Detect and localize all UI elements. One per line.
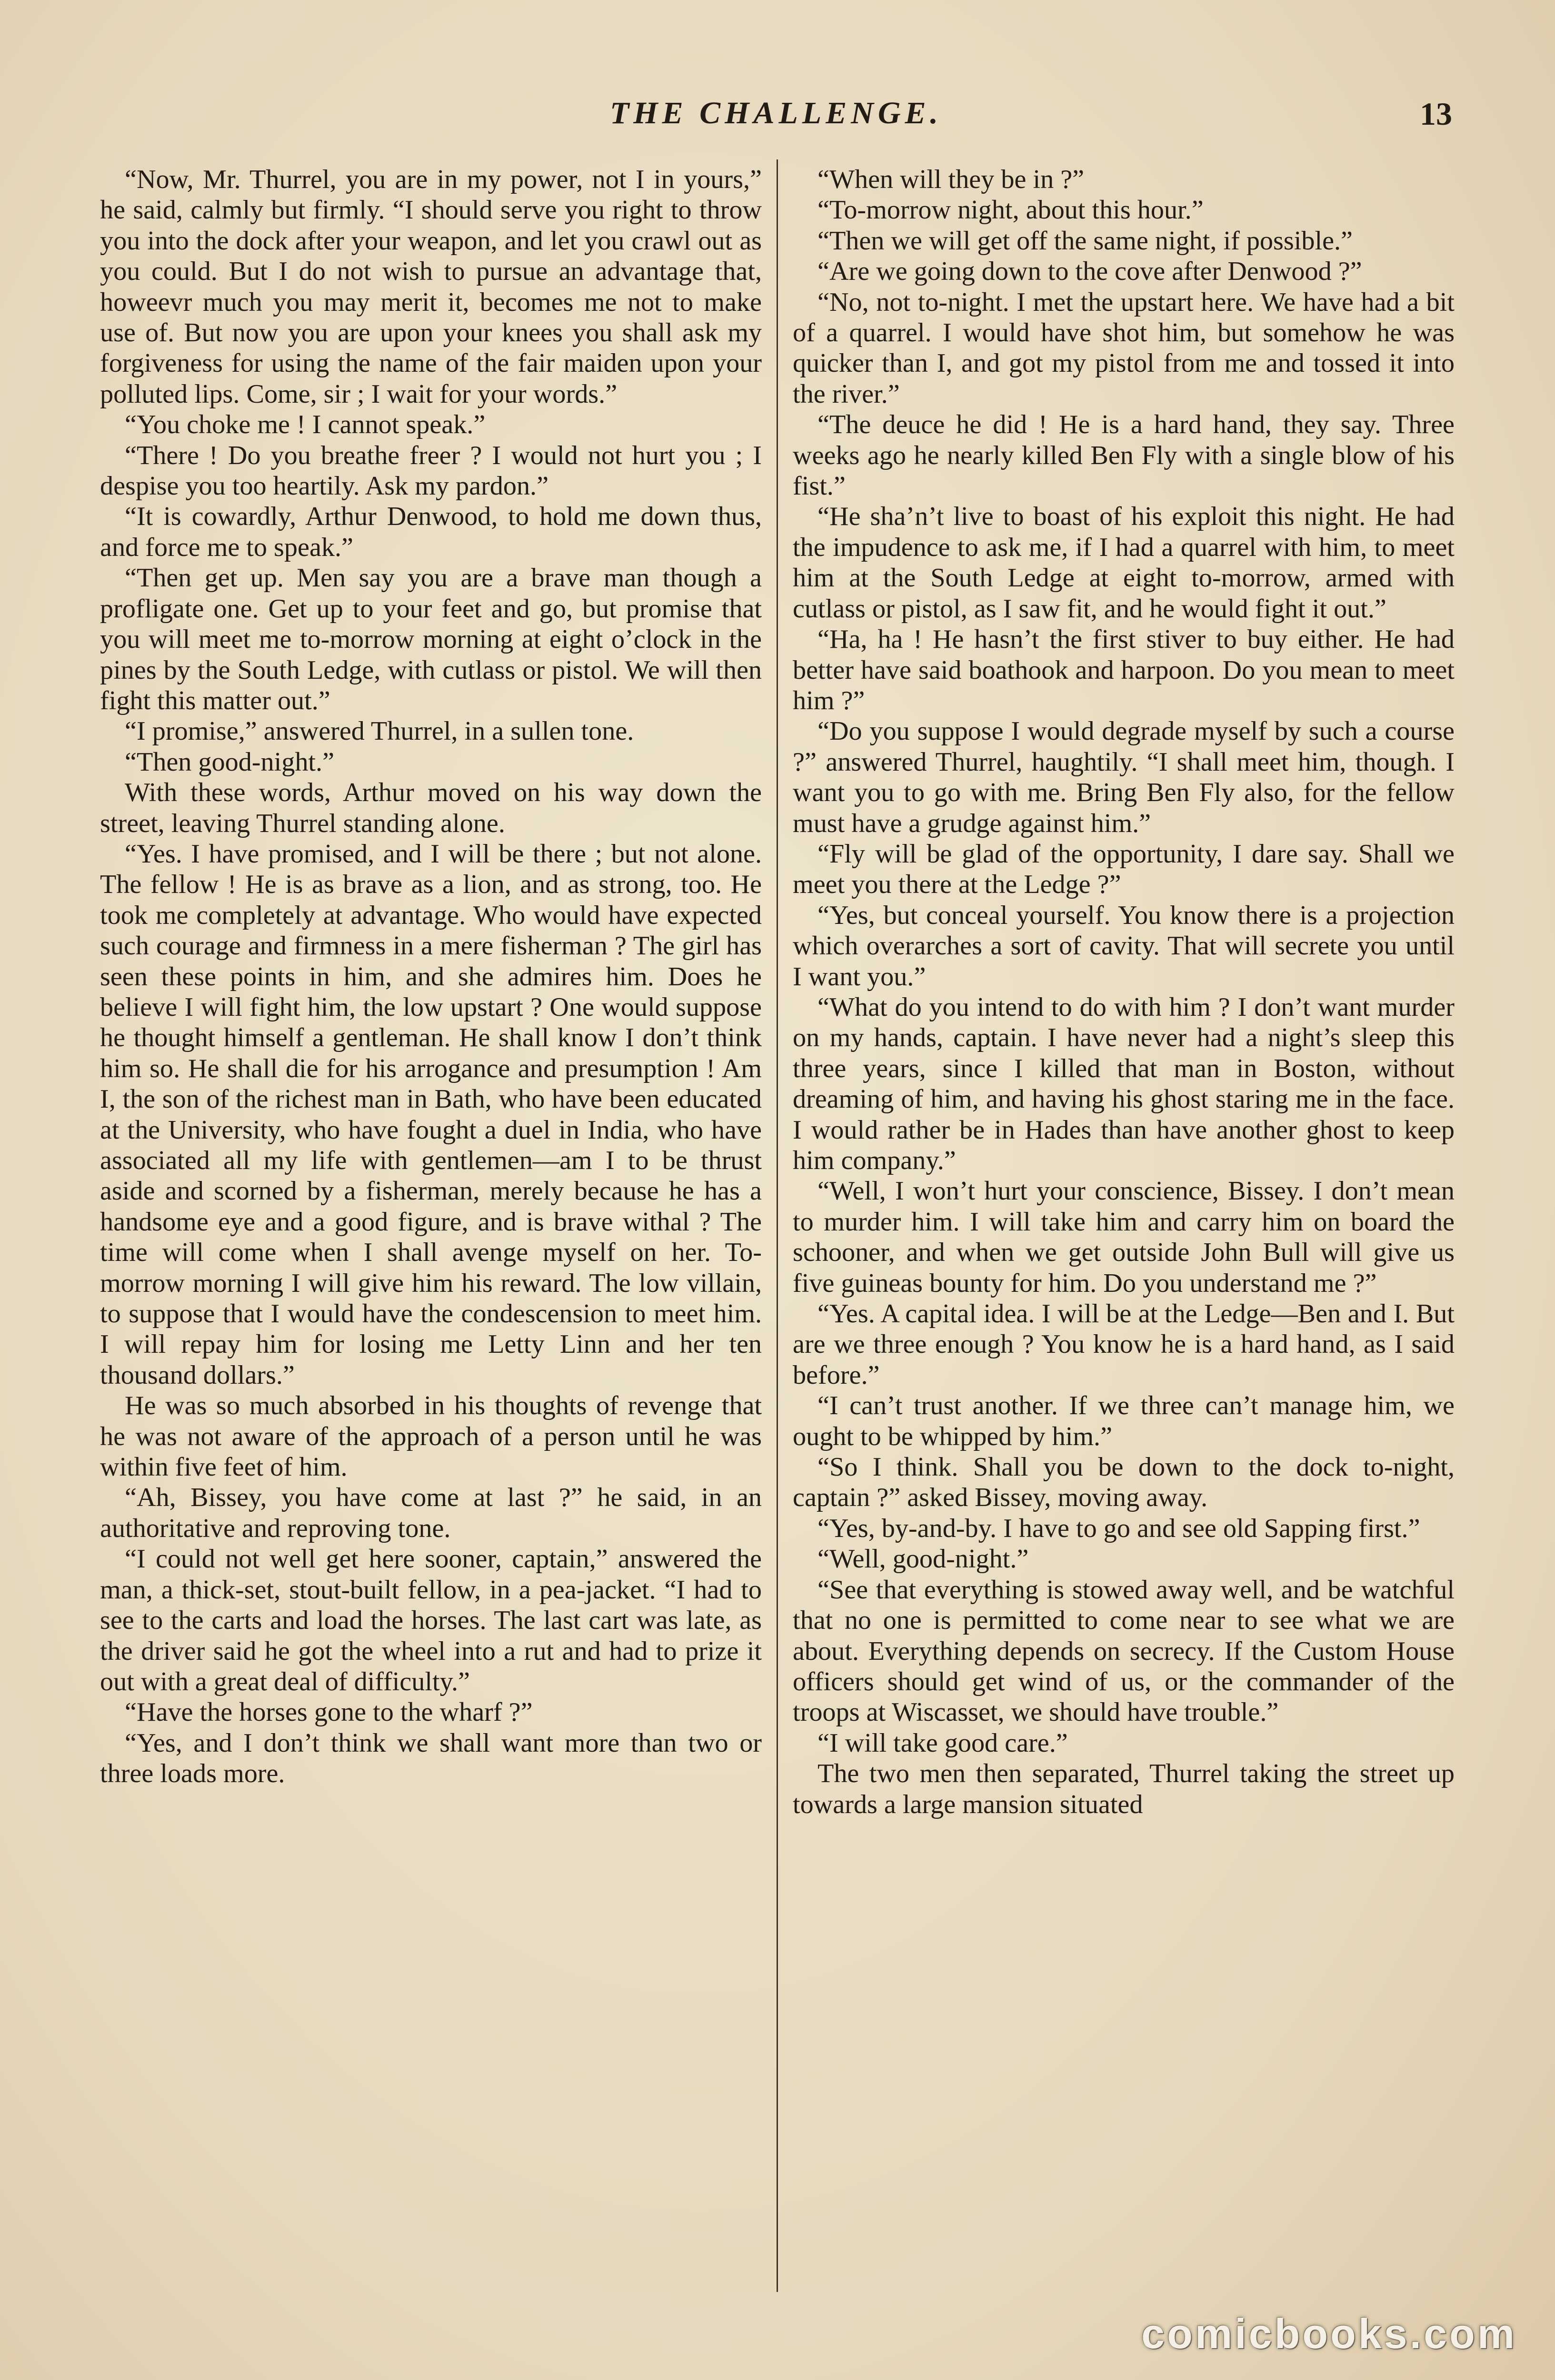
paragraph: “So I think. Shall you be down to the dock to-night, captain ?” asked Bissey, moving away. bbox=[793, 1452, 1455, 1513]
paragraph: “No, not to-night. I met the upstart here. We have had a bit of a quarrel. I would have shot him, but somehow he was quicker than I, and got my pistol from me and tossed it into the river.” bbox=[793, 287, 1455, 409]
paragraph: “Then we will get off the same night, if possible.” bbox=[817, 226, 1353, 256]
left-column bbox=[100, 164, 762, 2292]
paragraph: “Well, good-night.” bbox=[817, 1544, 1029, 1574]
paragraph: “Fly will be glad of the opportunity, I dare say. Shall we meet you there at the Ledge ?” bbox=[793, 839, 1455, 900]
paragraph: “Yes. A capital idea. I will be at the Ledge—Ben and I. But are we three enough ? You know he is a hard hand, as I said before.” bbox=[793, 1299, 1455, 1390]
paragraph: “The deuce he did ! He is a hard hand, they say. Three weeks ago he nearly killed Ben Fly with a single blow of his fist.” bbox=[793, 410, 1455, 501]
paragraph: “What do you intend to do with him ? I don’t want murder on my hands, captain. I have never had a night’s sleep this three years, since I killed that man in Boston, without dreaming of him, and having his ghost staring me in the face. I would rather be in Hades than have another ghost to keep him company.” bbox=[793, 992, 1455, 1175]
paragraph: “Yes, by-and-by. I have to go and see old Sapping first.” bbox=[817, 1513, 1420, 1543]
paragraph: “Are we going down to the cove after Denwood ?” bbox=[817, 257, 1362, 287]
paragraph: “Ah, Bissey, you have come at last ?” he said, in an authoritative and reproving tone. bbox=[100, 1483, 762, 1543]
paragraph: The two men then separated, Thurrel taking the street up towards a large mansion situated bbox=[793, 1759, 1455, 1819]
right-column bbox=[793, 164, 1455, 2292]
paragraph: “I could not well get here sooner, captain,” answered the man, a thick-set, stout-built fellow, in a pea-jacket. “I had to see to the carts and load the horses. The last cart was late, as the driver said he got the wheel into a rut and had to prize it out with a great deal of difficulty.” bbox=[100, 1544, 762, 1696]
paragraph: He was so much absorbed in his thoughts of revenge that he was not aware of the approach of a person until he was within five feet of him. bbox=[100, 1391, 762, 1482]
running-title: THE CHALLENGE. bbox=[609, 96, 943, 130]
paragraph: “I promise,” answered Thurrel, in a sullen tone. bbox=[125, 716, 634, 746]
paragraph: “You choke me ! I cannot speak.” bbox=[125, 410, 486, 440]
paragraph: “See that everything is stowed away well, and be watchful that no one is permitted to come near to see what we are about. Everything depends on secrecy. If the Custom House officers should get wind of us, or the commander of the troops at Wiscasset, we should have trouble.” bbox=[793, 1575, 1455, 1727]
paragraph: “Yes, but conceal yourself. You know there is a projection which overarches a sort of cavity. That will secrete you until I want you.” bbox=[793, 900, 1455, 992]
watermark: comicbooks.com bbox=[1141, 2310, 1517, 2357]
paragraph: “There ! Do you breathe freer ? I would not hurt you ; I despise you too heartily. Ask my pardon.” bbox=[100, 440, 762, 501]
paragraph: “He sha’n’t live to boast of his exploit this night. He had the impudence to ask me, if I had a quarrel with him, to meet him at the South Ledge at eight to-morrow, armed with cutlass or pistol, as I saw fit, and he would fight it out.” bbox=[793, 502, 1455, 624]
paragraph: “Yes. I have promised, and I will be there ; but not alone. The fellow ! He is as brave as a lion, and as strong, too. He took me completely at advantage. Who would have expected such courage and firmness in a mere fisherman ? The girl has seen these points in him, and she admires him. Does he believe I will fight him, the low upstart ? One would suppose he thought himself a gentleman. He shall know I don’t think him so. He shall die for his arrogance and presumption ! Am I, the son of the richest man in Bath, who have been educated at the University, who have fought a duel in India, who have associated all my life with gentlemen—am I to be thrust aside and scorned by a fisherman, merely because he has a handsome eye and a good figure, and is brave withal ? The time will come when I shall avenge myself on her. To-morrow morning I will give him his reward. The low villain, to suppose that I would have the condescension to meet him. I will repay him for losing me Letty Linn and her ten thousand dollars.” bbox=[100, 839, 762, 1390]
paragraph: “Then get up. Men say you are a brave man though a profligate one. Get up to your feet and go, but promise that you will meet me to-morrow morning at eight o’clock in the pines by the South Ledge, with cutlass or pistol. We will then fight this matter out.” bbox=[100, 563, 762, 715]
page-header bbox=[100, 95, 1452, 148]
page-number: 13 bbox=[1420, 96, 1452, 132]
text-columns bbox=[100, 164, 1455, 2292]
column-divider bbox=[777, 159, 778, 2292]
paragraph: “Do you suppose I would degrade myself by such a course ?” answered Thurrel, haughtily. “I shall meet him, though. I want you to go with me. Bring Ben Fly also, for the fellow must have a grudge against him.” bbox=[793, 716, 1455, 838]
paragraph: “Then good-night.” bbox=[125, 747, 335, 777]
paragraph: “When will they be in ?” bbox=[817, 165, 1085, 194]
paragraph: “Yes, and I don’t think we shall want more than two or three loads more. bbox=[100, 1728, 762, 1789]
paragraph: “Now, Mr. Thurrel, you are in my power, not I in yours,” he said, calmly but firmly. “I should serve you right to throw you into the dock after your weapon, and let you crawl out as you could. But I do not wish to pursue an advantage that, howeevr much you may merit it, becomes me not to make use of. But now you are upon your knees you shall ask my forgiveness for using the name of the fair maiden upon your polluted lips. Come, sir ; I wait for your words.” bbox=[100, 165, 762, 409]
paragraph: “I can’t trust another. If we three can’t manage him, we ought to be whipped by him.” bbox=[793, 1391, 1455, 1451]
paragraph: “Ha, ha ! He hasn’t the first stiver to buy either. He had better have said boathook and harpoon. Do you mean to meet him ?” bbox=[793, 625, 1455, 715]
paragraph: “Have the horses gone to the wharf ?” bbox=[125, 1697, 533, 1727]
paragraph: With these words, Arthur moved on his way down the street, leaving Thurrel standing alone. bbox=[100, 778, 762, 838]
paragraph: “Well, I won’t hurt your conscience, Bissey. I don’t mean to murder him. I will take him and carry him on board the schooner, and when we get outside John Bull will give us five guineas bounty for him. Do you understand me ?” bbox=[793, 1176, 1455, 1298]
paragraph: “It is cowardly, Arthur Denwood, to hold me down thus, and force me to speak.” bbox=[100, 502, 762, 562]
paragraph: “I will take good care.” bbox=[817, 1728, 1068, 1758]
paragraph: “To-morrow night, about this hour.” bbox=[817, 195, 1204, 225]
